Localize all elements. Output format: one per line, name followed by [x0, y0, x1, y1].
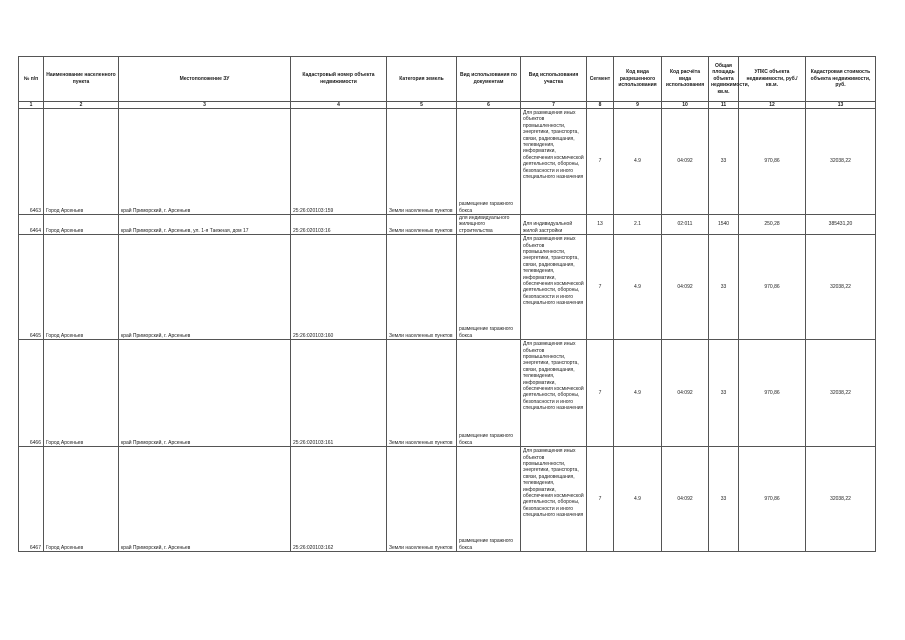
place-cell: Город Арсеньев: [44, 340, 119, 447]
cadastral-number-cell: 25:26:020103:159: [291, 109, 387, 215]
calc-code-cell: 04:092: [662, 109, 709, 215]
header-cell: Код расчёта вида использования: [662, 57, 709, 102]
location-cell: край Приморский, г. Арсеньев: [119, 235, 291, 340]
plot-use-cell: Для размещения иных объектов промышленности, энергетики, транспорта, связи, радиовещания, телевидения, информатики, обеспечения космической деятельности, обороны, безопасности и иного специального назначения: [521, 235, 587, 340]
header-cell: Код вида разрешенного использования: [614, 57, 662, 102]
segment-cell: 7: [587, 235, 614, 340]
upks-cell: 970,86: [739, 109, 806, 215]
area-cell: 33: [709, 109, 739, 215]
segment-cell: 13: [587, 215, 614, 235]
table-row: [19, 447, 876, 552]
column-number: 3: [119, 102, 291, 109]
cadastral-number-cell: 25:26:020103:162: [291, 447, 387, 552]
row-number: 6463: [19, 109, 44, 215]
column-number-row: [19, 102, 876, 109]
location-cell: край Приморский, г. Арсеньев: [119, 109, 291, 215]
column-number: 7: [521, 102, 587, 109]
column-number: 9: [614, 102, 662, 109]
cadastral-value-cell: 32038,22: [806, 340, 876, 447]
cadastral-number-cell: 25:26:020103:16: [291, 215, 387, 235]
area-cell: 33: [709, 340, 739, 447]
column-number: 6: [457, 102, 521, 109]
column-number: 12: [739, 102, 806, 109]
header-cell: Наименование населенного пункта: [44, 57, 119, 102]
column-number: 1: [19, 102, 44, 109]
column-number: 8: [587, 102, 614, 109]
header-cell: Кадастровый номер объекта недвижимости: [291, 57, 387, 102]
cadastral-value-cell: 385431,20: [806, 215, 876, 235]
segment-cell: 7: [587, 109, 614, 215]
cadastral-value-cell: 32038,22: [806, 447, 876, 552]
header-row: [19, 57, 876, 102]
column-number: 10: [662, 102, 709, 109]
use-code-cell: 2.1: [614, 215, 662, 235]
place-cell: Город Арсеньев: [44, 215, 119, 235]
plot-use-cell: Для размещения иных объектов промышленности, энергетики, транспорта, связи, радиовещания, телевидения, информатики, обеспечения космической деятельности, обороны, безопасности и иного специального назначения: [521, 340, 587, 447]
table-row: [19, 340, 876, 447]
header-cell: Вид использования по документам: [457, 57, 521, 102]
place-cell: Город Арсеньев: [44, 447, 119, 552]
table-row: [19, 109, 876, 215]
header-cell: Общая площадь объекта недвижимости, кв.м.: [709, 57, 739, 102]
cadastral-value-cell: 32038,22: [806, 235, 876, 340]
place-cell: Город Арсеньев: [44, 235, 119, 340]
segment-cell: 7: [587, 340, 614, 447]
calc-code-cell: 04:092: [662, 447, 709, 552]
doc-use-cell: для индивидуального жилищного строительства: [457, 215, 521, 235]
header-cell: Местоположение ЗУ: [119, 57, 291, 102]
area-cell: 1540: [709, 215, 739, 235]
row-number: 6467: [19, 447, 44, 552]
location-cell: край Приморский, г. Арсеньев, ул. 1-я Таежная, дом 17: [119, 215, 291, 235]
location-cell: край Приморский, г. Арсеньев: [119, 447, 291, 552]
upks-cell: 970,86: [739, 340, 806, 447]
land-category-cell: Земли населенных пунктов: [387, 109, 457, 215]
column-number: 13: [806, 102, 876, 109]
land-category-cell: Земли населенных пунктов: [387, 447, 457, 552]
row-number: 6464: [19, 215, 44, 235]
place-cell: Город Арсеньев: [44, 109, 119, 215]
area-cell: 33: [709, 447, 739, 552]
cadastral-number-cell: 25:26:020103:160: [291, 235, 387, 340]
header-cell: Сегмент: [587, 57, 614, 102]
area-cell: 33: [709, 235, 739, 340]
doc-use-cell: размещение гаражного бокса: [457, 340, 521, 447]
upks-cell: 250,28: [739, 215, 806, 235]
column-number: 4: [291, 102, 387, 109]
location-cell: край Приморский, г. Арсеньев: [119, 340, 291, 447]
use-code-cell: 4.9: [614, 340, 662, 447]
upks-cell: 970,86: [739, 235, 806, 340]
column-number: 5: [387, 102, 457, 109]
plot-use-cell: Для размещения иных объектов промышленности, энергетики, транспорта, связи, радиовещания, телевидения, информатики, обеспечения космической деятельности, обороны, безопасности и иного специального назначения: [521, 109, 587, 215]
table-row: [19, 215, 876, 235]
table-row: [19, 235, 876, 340]
row-number: 6465: [19, 235, 44, 340]
row-number: 6466: [19, 340, 44, 447]
column-number: 2: [44, 102, 119, 109]
cadastral-table-page: [18, 56, 876, 552]
upks-cell: 970,86: [739, 447, 806, 552]
column-number: 11: [709, 102, 739, 109]
calc-code-cell: 04:092: [662, 235, 709, 340]
plot-use-cell: Для индивидуальной жилой застройки: [521, 215, 587, 235]
header-cell: УПКС объекта недвижимости, руб./кв.м.: [739, 57, 806, 102]
cadastral-table: [18, 56, 876, 552]
use-code-cell: 4.9: [614, 235, 662, 340]
doc-use-cell: размещение гаражного бокса: [457, 109, 521, 215]
header-cell: Категория земель: [387, 57, 457, 102]
header-cell: Кадастровая стоимость объекта недвижимости, руб.: [806, 57, 876, 102]
use-code-cell: 4.9: [614, 109, 662, 215]
calc-code-cell: 04:092: [662, 340, 709, 447]
calc-code-cell: 02:011: [662, 215, 709, 235]
cadastral-value-cell: 32038,22: [806, 109, 876, 215]
cadastral-number-cell: 25:26:020103:161: [291, 340, 387, 447]
plot-use-cell: Для размещения иных объектов промышленности, энергетики, транспорта, связи, радиовещания, телевидения, информатики, обеспечения космической деятельности, обороны, безопасности и иного специального назначения: [521, 447, 587, 552]
header-cell: № п/п: [19, 57, 44, 102]
doc-use-cell: размещение гаражного бокса: [457, 447, 521, 552]
use-code-cell: 4.9: [614, 447, 662, 552]
land-category-cell: Земли населенных пунктов: [387, 235, 457, 340]
doc-use-cell: размещение гаражного бокса: [457, 235, 521, 340]
land-category-cell: Земли населенных пунктов: [387, 340, 457, 447]
land-category-cell: Земли населенных пунктов: [387, 215, 457, 235]
segment-cell: 7: [587, 447, 614, 552]
header-cell: Вид использования участка: [521, 57, 587, 102]
